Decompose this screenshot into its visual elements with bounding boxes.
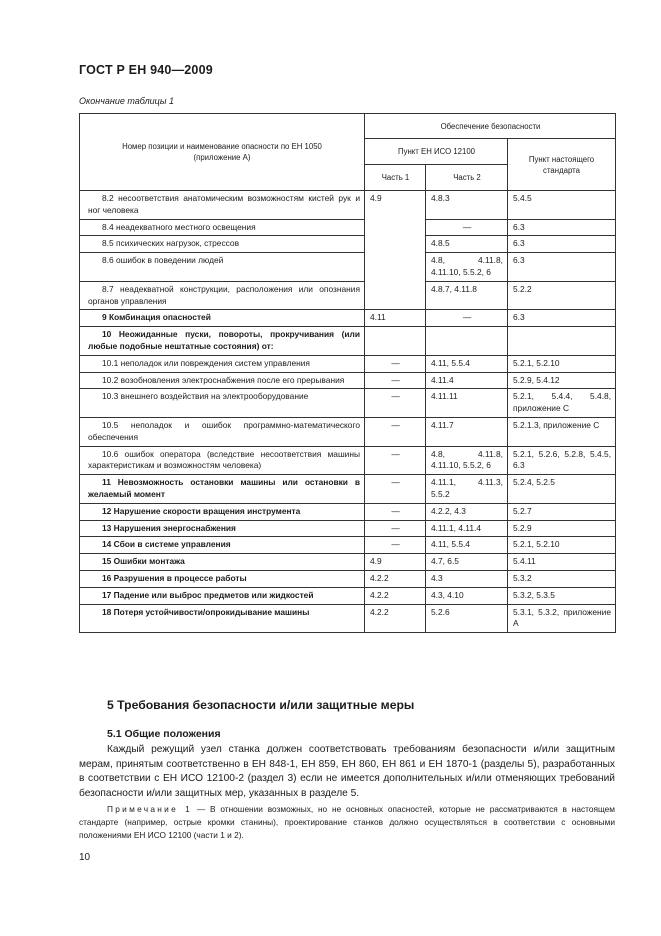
header-hazard-name: Номер позиции и наименование опасности по ЕН 1050 (приложение А) — [80, 114, 365, 191]
table-row — [80, 587, 616, 604]
standard-clause-cell: 5.3.2 — [508, 570, 616, 587]
part2-cell: 4.2.2, 4.3 — [426, 503, 508, 520]
standard-clause-cell: 6.3 — [508, 236, 616, 253]
standard-clause-cell: 5.3.1, 5.3.2, приложение А — [508, 604, 616, 633]
part1-cell — [365, 327, 426, 356]
part1-cell: 4.9 — [365, 554, 426, 571]
hazard-name-cell: 15 Ошибки монтажа — [80, 554, 365, 571]
standard-clause-cell: 5.2.1.3, приложение С — [508, 417, 616, 446]
part2-cell — [426, 327, 508, 356]
part2-cell: 4.3 — [426, 570, 508, 587]
part1-cell: 4.2.2 — [365, 604, 426, 633]
standard-clause-cell: 5.2.4, 5.2.5 — [508, 475, 616, 504]
table-row — [80, 327, 616, 356]
standard-clause-cell: 5.2.2 — [508, 281, 616, 310]
table-row — [80, 191, 616, 220]
table-row — [80, 537, 616, 554]
table-row — [80, 554, 616, 571]
note-label: Примечание 1 — [107, 804, 193, 814]
table-row — [80, 310, 616, 327]
hazard-name-cell: 16 Разрушения в процессе работы — [80, 570, 365, 587]
part2-cell: 4.11.1, 4.11.3, 5.5.2 — [426, 475, 508, 504]
hazard-name-cell: 10.1 неполадок или повреждения систем управления — [80, 355, 365, 372]
standard-clause-cell: 5.2.7 — [508, 503, 616, 520]
standard-clause-cell — [508, 327, 616, 356]
subsection-heading: 5.1 Общие положения — [107, 728, 221, 740]
body-paragraph: Каждый режущий узел станка должен соответствовать требованиям безопасности и/или защитным мерам, принятым соответственно в ЕН 848-1, ЕН 859, ЕН 860, ЕН 861 и ЕН 1870-1 (разделы 5), разработанных в соответствии с ЕН ИСО 12100-2 (раздел 3) если не имеется дополнительных и/или отменяющих требований безопасности и/или защитных мер, указанных в разделе 5. — [79, 744, 615, 799]
part1-cell: 4.9 — [365, 191, 426, 310]
section-heading: 5 Требования безопасности и/или защитные меры — [107, 698, 415, 712]
header-this-standard: Пункт настоящего стандарта — [508, 139, 616, 191]
part1-cell: — — [365, 520, 426, 537]
hazard-name-cell: 8.4 неадекватного местного освещения — [80, 219, 365, 236]
document-title: ГОСТ Р ЕН 940—2009 — [79, 63, 213, 77]
table-row — [80, 253, 616, 282]
table-row — [80, 446, 616, 475]
standard-clause-cell: 5.2.1, 5.4.4, 5.4.8, приложение С — [508, 389, 616, 418]
table-caption: Окончание таблицы 1 — [79, 96, 174, 106]
part2-cell: 5.2.6 — [426, 604, 508, 633]
standard-clause-cell: 6.3 — [508, 310, 616, 327]
hazard-name-cell: 8.2 несоответствия анатомическим возможностям кистей рук и ног человека — [80, 191, 365, 220]
table-row — [80, 604, 616, 633]
standard-clause-cell: 6.3 — [508, 253, 616, 282]
table-row — [80, 475, 616, 504]
header-part-1: Часть 1 — [365, 165, 426, 191]
part1-cell: 4.11 — [365, 310, 426, 327]
standard-clause-cell: 5.2.1, 5.2.10 — [508, 537, 616, 554]
standard-clause-cell: 5.4.11 — [508, 554, 616, 571]
page-number: 10 — [79, 852, 91, 863]
hazard-name-cell: 10 Неожиданные пуски, повороты, прокручивания (или любые подобные нештатные состояния) от: — [80, 327, 365, 356]
part2-cell: 4.8.7, 4.11.8 — [426, 281, 508, 310]
table-row — [80, 389, 616, 418]
part2-cell: 4.11.4 — [426, 372, 508, 389]
standard-clause-cell: 5.2.9 — [508, 520, 616, 537]
part1-cell: 4.2.2 — [365, 587, 426, 604]
standard-clause-cell: 5.3.2, 5.3.5 — [508, 587, 616, 604]
hazard-name-cell: 8.6 ошибок в поведении людей — [80, 253, 365, 282]
standard-clause-cell: 5.4.5 — [508, 191, 616, 220]
hazard-name-cell: 8.7 неадекватной конструкции, расположения или опознания органов управления — [80, 281, 365, 310]
table-row — [80, 520, 616, 537]
hazard-name-cell: 8.5 психических нагрузок, стрессов — [80, 236, 365, 253]
part2-cell: 4.11.7 — [426, 417, 508, 446]
part1-cell: — — [365, 355, 426, 372]
part2-cell: 4.8.3 — [426, 191, 508, 220]
table-row — [80, 372, 616, 389]
part2-cell: 4.11.11 — [426, 389, 508, 418]
table-row — [80, 503, 616, 520]
standard-clause-cell: 5.2.1, 5.2.10 — [508, 355, 616, 372]
part2-cell: — — [426, 310, 508, 327]
part1-cell: — — [365, 446, 426, 475]
hazard-name-cell: 10.2 возобновления электроснабжения после его прерывания — [80, 372, 365, 389]
header-safety: Обеспечение безопасности — [365, 114, 616, 139]
hazards-table — [79, 113, 616, 633]
hazard-name-cell: 10.5 неполадок и ошибок программно-математического обеспечения — [80, 417, 365, 446]
hazard-name-cell: 12 Нарушение скорости вращения инструмента — [80, 503, 365, 520]
table-row — [80, 219, 616, 236]
hazard-name-cell: 10.3 внешнего воздействия на электрооборудование — [80, 389, 365, 418]
note-text: — В отношении возможных, но не основных опасностей, которые не рассматриваются в настоящем стандарте (например, острые кромки станины), проектирование станков должно осуществляться в соответствии с основными положениями ЕН ИСО 12100 (части 1 и 2). — [79, 804, 615, 840]
table-row — [80, 417, 616, 446]
hazard-name-cell: 9 Комбинация опасностей — [80, 310, 365, 327]
header-iso-clause: Пункт ЕН ИСО 12100 — [365, 139, 508, 165]
part2-cell: 4.7, 6.5 — [426, 554, 508, 571]
part2-cell: 4.11, 5.5.4 — [426, 537, 508, 554]
part1-cell: — — [365, 537, 426, 554]
part1-cell: — — [365, 372, 426, 389]
part1-cell: — — [365, 389, 426, 418]
standard-clause-cell: 5.2.9, 5.4.12 — [508, 372, 616, 389]
part1-cell: — — [365, 417, 426, 446]
table-row — [80, 355, 616, 372]
part2-cell: 4.11.1, 4.11.4 — [426, 520, 508, 537]
table-body — [80, 191, 616, 633]
table-row — [80, 570, 616, 587]
hazard-name-cell: 17 Падение или выброс предметов или жидкостей — [80, 587, 365, 604]
standard-clause-cell: 5.2.1, 5.2.6, 5.2.8, 5.4.5, 6.3 — [508, 446, 616, 475]
header-part-2: Часть 2 — [426, 165, 508, 191]
hazard-name-cell: 13 Нарушения энергоснабжения — [80, 520, 365, 537]
part1-cell: 4.2.2 — [365, 570, 426, 587]
part2-cell: 4.3, 4.10 — [426, 587, 508, 604]
hazard-name-cell: 14 Сбои в системе управления — [80, 537, 365, 554]
hazard-name-cell: 11 Невозможность остановки машины или остановки в желаемый момент — [80, 475, 365, 504]
hazard-name-cell: 10.6 ошибок оператора (вследствие несоответствия машины характеристикам и возможностям человека) — [80, 446, 365, 475]
part2-cell: 4.8.5 — [426, 236, 508, 253]
part2-cell: 4.8, 4.11.8, 4.11.10, 5.5.2, 6 — [426, 446, 508, 475]
standard-clause-cell: 6.3 — [508, 219, 616, 236]
hazard-name-cell: 18 Потеря устойчивости/опрокидывание машины — [80, 604, 365, 633]
part1-cell: — — [365, 503, 426, 520]
table-row — [80, 281, 616, 310]
part2-cell: 4.8, 4.11.8, 4.11.10, 5.5.2, 6 — [426, 253, 508, 282]
table-row — [80, 236, 616, 253]
part1-cell: — — [365, 475, 426, 504]
part2-cell: 4.11, 5.5.4 — [426, 355, 508, 372]
note-paragraph — [79, 803, 615, 842]
part2-cell: — — [426, 219, 508, 236]
